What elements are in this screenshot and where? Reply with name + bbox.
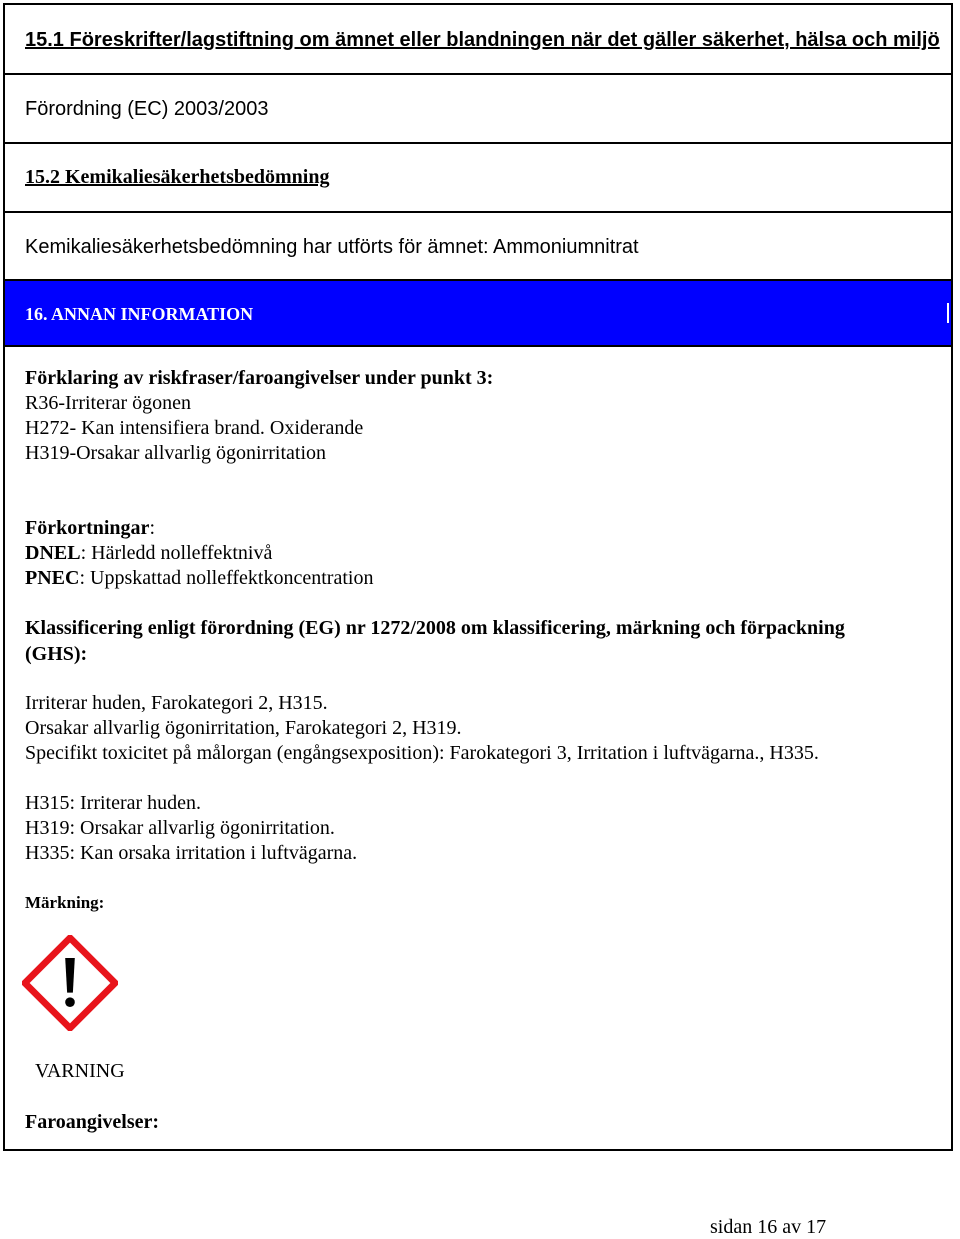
classification-heading-cont: (GHS): — [25, 643, 88, 665]
hazard-statement: H335: Kan orsaka irritation i luftvägarna. — [25, 842, 358, 864]
labeling-heading: Märkning: — [25, 893, 105, 912]
classification-line: Specifikt toxicitet på målorgan (engångsexposition): Farokategori 3, Irritation i luftvägarna., H335. — [25, 742, 819, 764]
section-16-title: 16. ANNAN INFORMATION — [25, 304, 254, 324]
signal-word: VARNING — [35, 1060, 125, 1082]
page-number: sidan 16 av 17 — [710, 1216, 827, 1238]
explanation-line: H272- Kan intensifiera brand. Oxiderande — [25, 417, 364, 439]
abbreviation-definition: : Härledd nolleffektnivå — [80, 542, 273, 564]
section-15-2-row — [5, 144, 951, 213]
classification-heading: Klassificering enligt förordning (EG) nr 1272/2008 om klassificering, märkning och förpackning — [25, 617, 845, 639]
abbreviation-term: PNEC — [25, 567, 80, 589]
abbreviation-term: DNEL — [25, 542, 81, 564]
explanation-line: R36-Irriterar ögonen — [25, 392, 192, 414]
section-16-band — [5, 281, 951, 347]
abbreviation-definition: : Uppskattad nolleffektkoncentration — [79, 567, 374, 589]
explanation-line: H319-Orsakar allvarlig ögonirritation — [25, 442, 327, 464]
chemical-safety-text: Kemikaliesäkerhetsbedömning har utförts för ämnet: Ammoniumnitrat — [25, 236, 639, 258]
section-15-2-title: 15.2 Kemikaliesäkerhetsbedömning — [25, 166, 330, 188]
abbreviation-item — [25, 567, 373, 590]
chemical-safety-row — [5, 213, 951, 281]
exclamation-mark-hazard-icon — [22, 935, 118, 1031]
band-edge-mark — [947, 303, 949, 323]
document-frame — [3, 3, 953, 1151]
abbreviations-heading — [25, 517, 155, 540]
explanation-heading: Förklaring av riskfraser/faroangivelser under punkt 3: — [25, 367, 494, 389]
hazard-statement: H319: Orsakar allvarlig ögonirritation. — [25, 817, 335, 839]
section-15-1-title: 15.1 Föreskrifter/lagstiftning om ämnet eller blandningen när det gäller säkerhet, hälsa och miljö — [25, 29, 940, 51]
classification-line: Orsakar allvarlig ögonirritation, Farokategori 2, H319. — [25, 717, 462, 739]
abbreviation-item — [25, 542, 272, 565]
hazard-statement: H315: Irriterar huden. — [25, 792, 202, 814]
regulation-text: Förordning (EC) 2003/2003 — [25, 98, 269, 120]
abbreviations-heading-colon: : — [149, 517, 155, 539]
abbreviations-heading-label: Förkortningar — [25, 517, 150, 539]
hazard-statements-heading: Faroangivelser: — [25, 1111, 160, 1133]
classification-line: Irriterar huden, Farokategori 2, H315. — [25, 692, 328, 714]
section-15-1-row — [5, 5, 951, 75]
regulation-row — [5, 75, 951, 144]
